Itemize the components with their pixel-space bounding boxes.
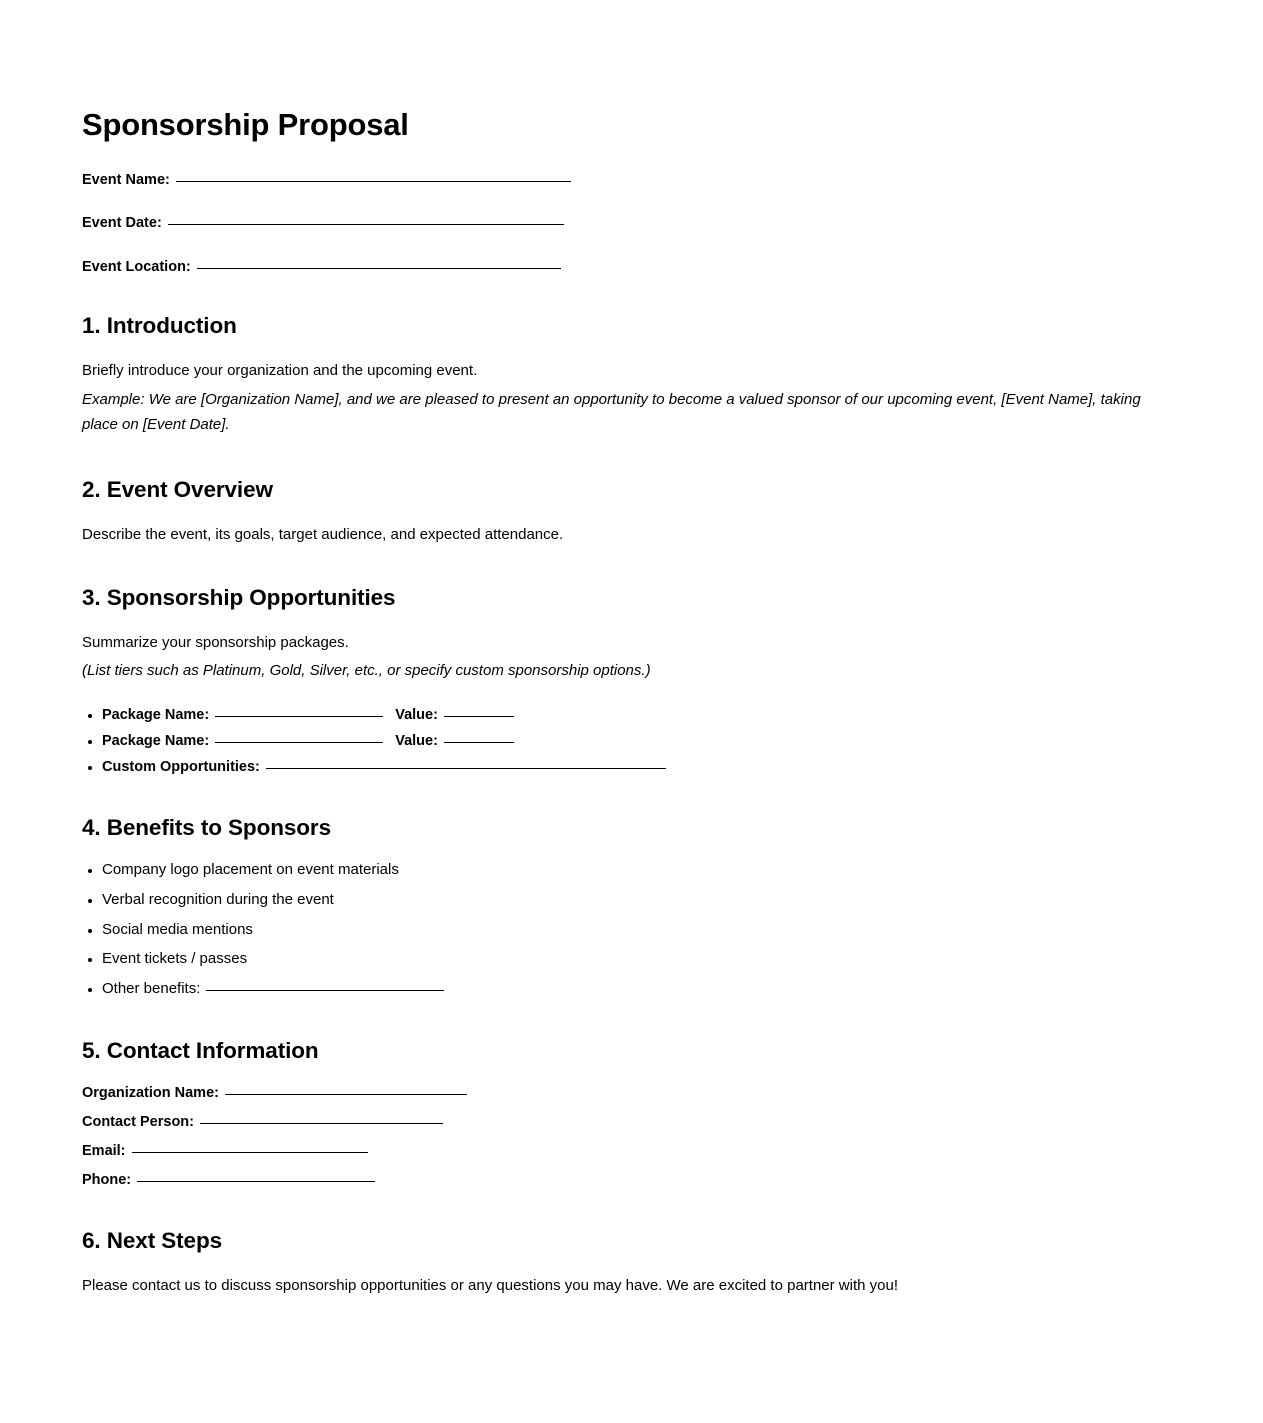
- benefit-text: Verbal recognition during the event: [102, 890, 334, 908]
- sponsorship-note: (List tiers such as Platinum, Gold, Silver, etc., or specify custom sponsorship options.): [82, 661, 651, 679]
- organization-name-field: [82, 1084, 1181, 1102]
- section-contact-information: [82, 1037, 1181, 1190]
- event-location-field: [82, 259, 1181, 276]
- package-name-label-1: Package Name:: [102, 706, 210, 723]
- section-sponsorship-heading: 3. Sponsorship Opportunities: [82, 585, 396, 611]
- section-contact-heading: 5. Contact Information: [82, 1037, 319, 1063]
- package-name-blank-1[interactable]: [215, 716, 383, 717]
- list-item: [82, 758, 1181, 776]
- section-benefits-heading: 4. Benefits to Sponsors: [82, 815, 331, 841]
- contact-fields-block: [82, 1084, 1181, 1190]
- other-benefits-label: Other benefits:: [102, 980, 201, 998]
- introduction-instruction: Briefly introduce your organization and the upcoming event.: [82, 362, 478, 380]
- section-benefits: [82, 814, 1181, 999]
- package-value-label-1: Value:: [395, 706, 438, 723]
- section-introduction: [82, 312, 1181, 438]
- section-event-overview-heading: 2. Event Overview: [82, 477, 273, 503]
- contact-person-field: [82, 1113, 1181, 1131]
- other-benefits-blank[interactable]: [206, 990, 444, 991]
- section-next-steps-heading: 6. Next Steps: [82, 1228, 223, 1254]
- custom-opportunities-label: Custom Opportunities:: [102, 759, 260, 776]
- introduction-example: Example: We are [Organization Name], and we are pleased to present an opportunity to become a valued sponsor of our upcoming event, [Event Name], taking place on [Event Date].: [82, 390, 1141, 434]
- section-introduction-heading: 1. Introduction: [82, 313, 237, 339]
- phone-field: [82, 1171, 1181, 1189]
- contact-person-blank[interactable]: [200, 1123, 443, 1124]
- contact-person-label: Contact Person:: [82, 1114, 194, 1131]
- section-sponsorship-opportunities: [82, 584, 1181, 776]
- event-date-label: Event Date:: [82, 215, 162, 232]
- custom-opportunities-blank[interactable]: [266, 768, 666, 769]
- package-name-blank-2[interactable]: [215, 742, 383, 743]
- page-title: Sponsorship Proposal: [82, 107, 409, 142]
- package-name-label-2: Package Name:: [102, 732, 210, 749]
- list-item: [82, 891, 1181, 910]
- phone-blank[interactable]: [137, 1181, 375, 1182]
- event-date-blank[interactable]: [168, 224, 564, 225]
- event-name-blank[interactable]: [176, 181, 571, 182]
- next-steps-closing: Please contact us to discuss sponsorship opportunities or any questions you may have. We are excited to partner with you!: [82, 1277, 898, 1295]
- list-item: [82, 706, 1181, 724]
- sponsorship-package-list: [82, 706, 1181, 776]
- list-item: [82, 861, 1181, 880]
- email-label: Email:: [82, 1143, 126, 1160]
- event-date-field: [82, 215, 1181, 232]
- phone-label: Phone:: [82, 1172, 132, 1189]
- event-location-label: Event Location:: [82, 258, 191, 275]
- event-details-block: [82, 172, 1181, 276]
- package-value-blank-1[interactable]: [444, 716, 514, 717]
- email-blank[interactable]: [132, 1152, 368, 1153]
- benefit-text: Company logo placement on event materials: [102, 861, 399, 879]
- section-event-overview: [82, 476, 1181, 546]
- list-item: [82, 921, 1181, 940]
- event-location-blank[interactable]: [197, 268, 561, 269]
- event-name-field: [82, 172, 1181, 189]
- section-next-steps: [82, 1227, 1181, 1297]
- benefits-list: [82, 861, 1181, 999]
- event-overview-instruction: Describe the event, its goals, target audience, and expected attendance.: [82, 526, 564, 544]
- benefit-text: Event tickets / passes: [102, 950, 248, 968]
- package-value-blank-2[interactable]: [444, 742, 514, 743]
- list-item: [82, 950, 1181, 969]
- sponsorship-instruction: Summarize your sponsorship packages.: [82, 634, 349, 652]
- event-name-label: Event Name:: [82, 172, 170, 189]
- benefit-text: Social media mentions: [102, 920, 253, 938]
- organization-name-blank[interactable]: [225, 1094, 467, 1095]
- list-item: [82, 980, 1181, 999]
- email-field: [82, 1142, 1181, 1160]
- list-item: [82, 732, 1181, 750]
- package-value-label-2: Value:: [395, 732, 438, 749]
- organization-name-label: Organization Name:: [82, 1084, 219, 1101]
